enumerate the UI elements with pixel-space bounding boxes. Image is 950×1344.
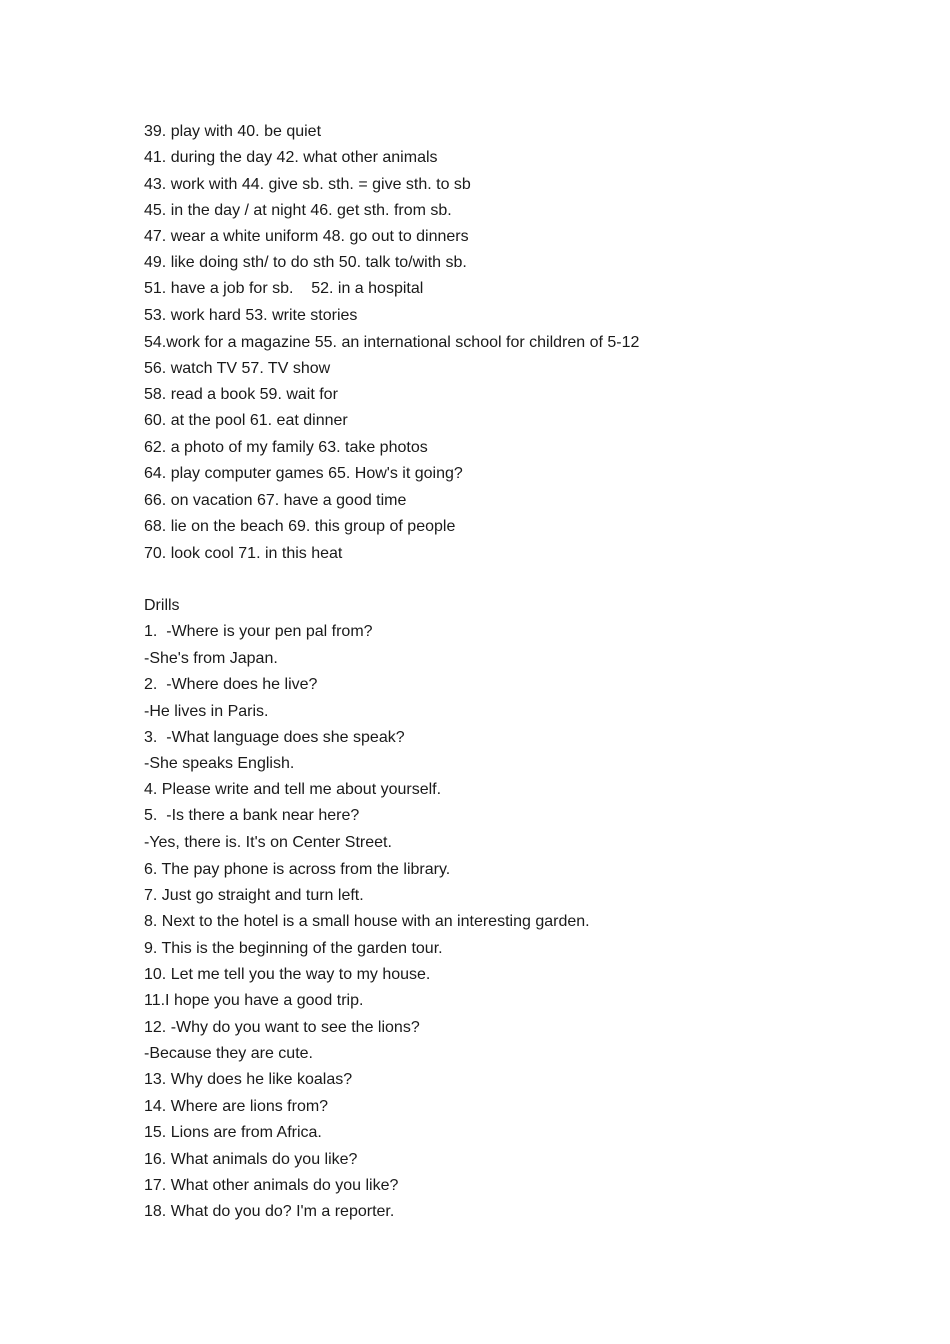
drill-line: 11.I hope you have a good trip.	[144, 992, 364, 1009]
drill-line: 18. What do you do? I'm a reporter.	[144, 1203, 395, 1220]
drill-line: 15. Lions are from Africa.	[144, 1124, 322, 1141]
phrase-line: 43. work with 44. give sb. sth. = give sth. to sb	[144, 176, 471, 193]
drill-line: 14. Where are lions from?	[144, 1098, 329, 1115]
drill-line: 6. The pay phone is across from the library.	[144, 861, 451, 878]
drill-line: 8. Next to the hotel is a small house with an interesting garden.	[144, 913, 590, 930]
drill-line: -He lives in Paris.	[144, 703, 269, 720]
phrase-line: 64. play computer games 65. How's it going?	[144, 465, 463, 482]
phrase-line: 51. have a job for sb. 52. in a hospital	[144, 280, 424, 297]
phrase-line: 62. a photo of my family 63. take photos	[144, 439, 428, 456]
drill-line: 5. -Is there a bank near here?	[144, 807, 360, 824]
phrase-line: 49. like doing sth/ to do sth 50. talk to/with sb.	[144, 254, 467, 271]
phrase-line: 58. read a book 59. wait for	[144, 386, 338, 403]
drill-line: 4. Please write and tell me about yourself.	[144, 781, 442, 798]
phrase-line: 53. work hard 53. write stories	[144, 307, 358, 324]
drill-line: 9. This is the beginning of the garden tour.	[144, 940, 443, 957]
drill-line: 3. -What language does she speak?	[144, 729, 405, 746]
phrase-line: 41. during the day 42. what other animals	[144, 149, 438, 166]
phrase-line: 56. watch TV 57. TV show	[144, 360, 331, 377]
phrase-line: 68. lie on the beach 69. this group of people	[144, 518, 456, 535]
drill-line: 2. -Where does he live?	[144, 676, 318, 693]
drill-line: -She's from Japan.	[144, 650, 278, 667]
drill-line: -Yes, there is. It's on Center Street.	[144, 834, 392, 851]
drill-line: 13. Why does he like koalas?	[144, 1071, 353, 1088]
phrase-line: 39. play with 40. be quiet	[144, 123, 322, 140]
drill-line: 7. Just go straight and turn left.	[144, 887, 364, 904]
phrase-line: 47. wear a white uniform 48. go out to dinners	[144, 228, 469, 245]
drills-heading: Drills	[144, 597, 180, 614]
phrase-line: 66. on vacation 67. have a good time	[144, 492, 407, 509]
drill-line: 16. What animals do you like?	[144, 1151, 358, 1168]
drill-line: 17. What other animals do you like?	[144, 1177, 399, 1194]
phrase-line: 60. at the pool 61. eat dinner	[144, 412, 348, 429]
phrase-line: 54.work for a magazine 55. an international school for children of 5-12	[144, 334, 640, 351]
drill-line: -Because they are cute.	[144, 1045, 313, 1062]
drill-line: 10. Let me tell you the way to my house.	[144, 966, 431, 983]
drill-line: 12. -Why do you want to see the lions?	[144, 1019, 420, 1036]
phrase-line: 45. in the day / at night 46. get sth. from sb.	[144, 202, 452, 219]
drill-line: 1. -Where is your pen pal from?	[144, 623, 373, 640]
drill-line: -She speaks English.	[144, 755, 295, 772]
phrase-line: 70. look cool 71. in this heat	[144, 545, 343, 562]
